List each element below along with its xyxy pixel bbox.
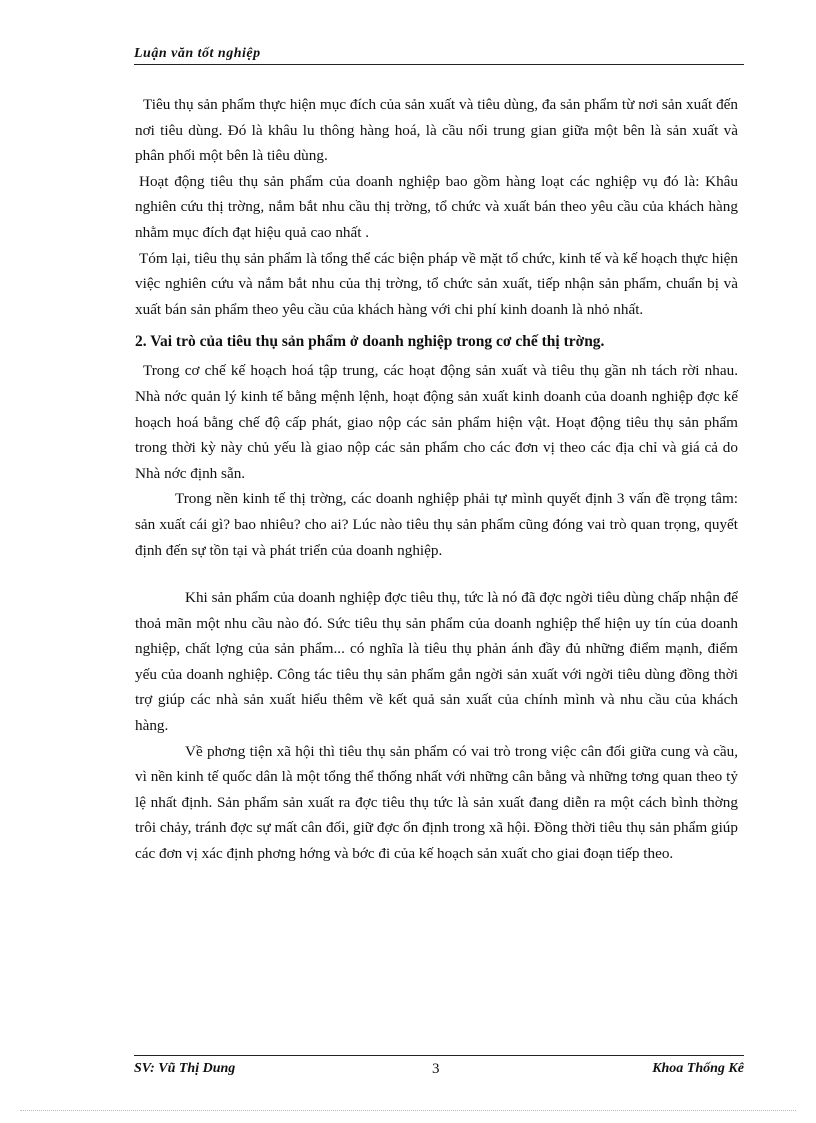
footer-author: SV: Vũ Thị Dung [134,1061,236,1076]
section-heading: 2. Vai trò của tiêu thụ sản phẩm ở doanh nghiệp trong cơ chế thị trờng. [135,333,605,351]
section-paragraph-3: Khi sản phẩm của doanh nghiệp đợc tiêu thụ, tức là nó đã đợc ngời tiêu dùng chấp nhận để thoả mãn một nhu cầu nào đó. Sức tiêu thụ sản phẩm của doanh nghiệp thể hiện uy tín của doanh nghiệp, chất lợng của sản phẩm... có nghĩa là tiêu thụ phản ánh đầy đủ những điểm mạnh, điểm yếu của doanh nghiệp. Công tác tiêu thụ sản phẩm gắn ngời sản xuất với ngời tiêu dùng đồng thời trợ giúp các nhà sản xuất hiểu thêm về kết quả sản xuất của chính mình và nhu cầu của khách hàng. [135,589,738,735]
section-paragraph-2: Trong nền kinh tế thị trờng, các doanh nghiệp phải tự mình quyết định 3 vấn đề trọng tâm: sản xuất cái gì? bao nhiêu? cho ai? Lúc nào tiêu thụ sản phẩm cũng đóng vai trò quan trọng, quyết định đến sự tồn tại và phát triển của doanh nghiệp. [135,490,738,559]
section-paragraph-1: Trong cơ chế kế hoạch hoá tập trung, các hoạt động sản xuất và tiêu thụ gần nh tách rời nhau. Nhà nớc quản lý kinh tế bằng mệnh lệnh, hoạt động sản xuất kinh doanh của doanh nghiệp đợc kế hoạch hoá bằng chế độ cấp phát, giao nộp các sản phẩm hiện vật. Hoạt động tiêu thụ sản phẩm trong thời kỳ này chủ yếu là giao nộp các sản phẩm cho các đơn vị theo các địa chỉ và giá cả do Nhà nớc định sẵn. [135,362,738,482]
section-paragraph-4: Về phơng tiện xã hội thì tiêu thụ sản phẩm có vai trò trong việc cân đối giữa cung và cầu, vì nền kinh tế quốc dân là một tổng thể thống nhất với những cân bằng và những tơng quan theo tỷ lệ nhất định. Sản phẩm sản xuất ra đợc tiêu thụ tức là sản xuất đang diễn ra một cách bình thờng trôi chảy, tránh đợc sự mất cân đối, giữ đợc ổn định trong xã hội. Đồng thời tiêu thụ sản phẩm giúp các đơn vị xác định phơng hớng và bớc đi của kế hoạch sản xuất cho giai đoạn tiếp theo. [135,742,738,863]
footer-rule [134,1055,744,1056]
page-number: 3 [432,1061,440,1077]
header-rule [134,64,744,65]
body-text [135,92,738,867]
running-header: Luận văn tốt nghiệp [134,46,261,61]
intro-paragraph-2: Hoạt động tiêu thụ sản phẩm của doanh nghiệp bao gồm hàng loạt các nghiệp vụ đó là: Khâu nghiên cứu thị trờng, nắm bắt nhu cầu thị trờng, tổ chức và xuất bán theo yêu cầu của khách hàng nhằm mục đích đạt hiệu quả cao nhất . [135,172,738,241]
footer-department: Khoa Thống Kê [652,1061,744,1076]
page-border-dotted [20,1110,796,1111]
intro-paragraph-3: Tóm lại, tiêu thụ sản phẩm là tổng thể các biện pháp về mặt tổ chức, kinh tế và kế hoạch thực hiện việc nghiên cứu và nắm bắt nhu của thị trờng, tổ chức sản xuất, tiếp nhận sản phẩm, chuẩn bị và xuất bán sản phẩm theo yêu cầu của khách hàng với chi phí kinh doanh là nhỏ nhất. [135,249,738,318]
intro-paragraph-1: Tiêu thụ sản phẩm thực hiện mục đích của sản xuất và tiêu dùng, đa sản phẩm từ nơi sản xuất đến nơi tiêu dùng. Đó là khâu lu thông hàng hoá, là cầu nối trung gian giữa một bên là sản xuất và phân phối một bên là tiêu dùng. [135,96,738,165]
